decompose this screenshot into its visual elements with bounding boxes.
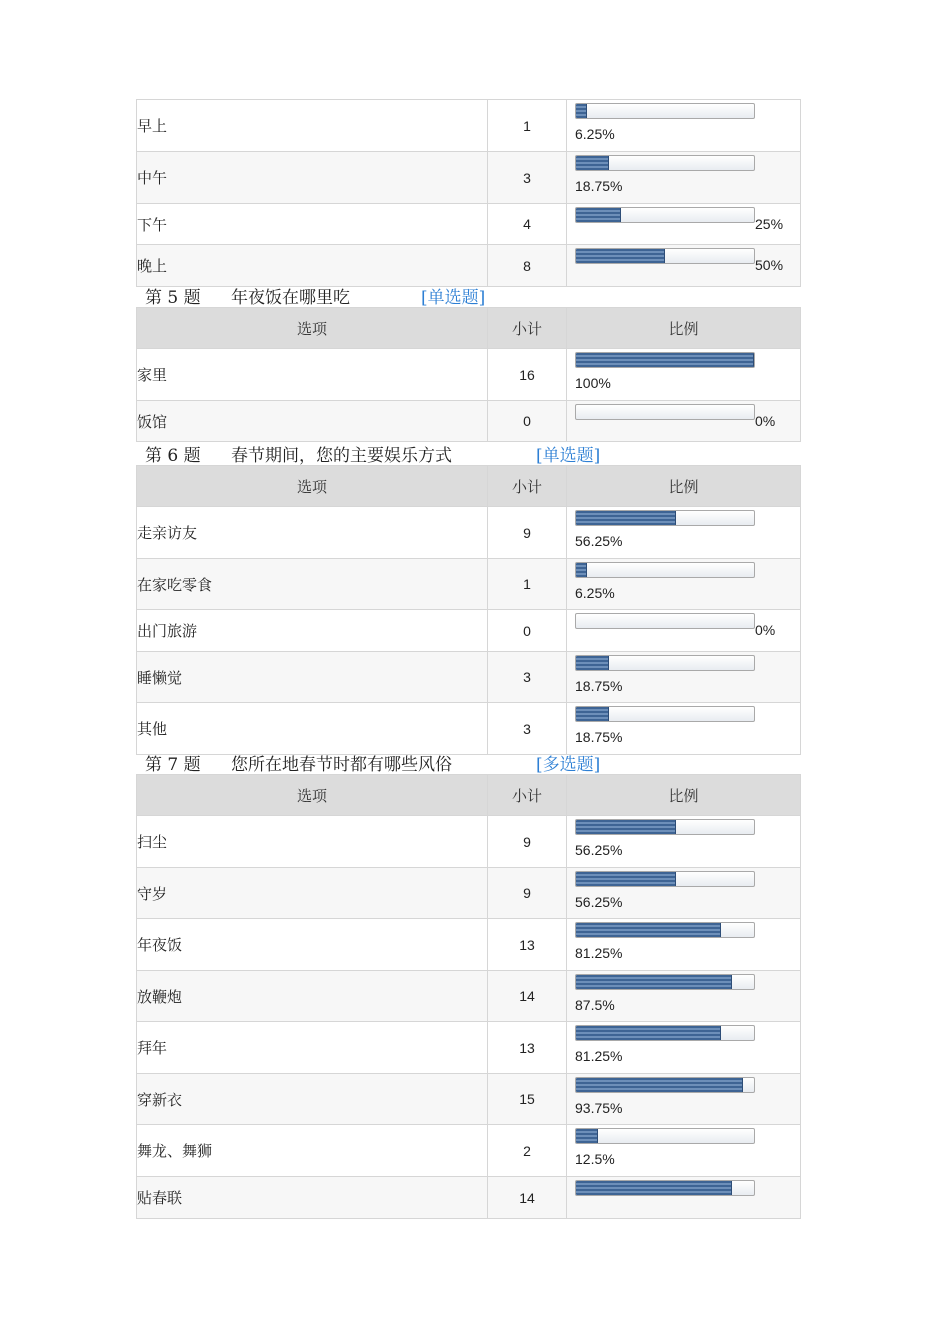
ratio-cell	[567, 245, 801, 287]
option-count: 15	[488, 1074, 567, 1125]
percentage-label: 56.25%	[575, 894, 623, 910]
progress-bar	[575, 352, 755, 368]
percentage-label: 18.75%	[575, 729, 623, 745]
progress-fill	[576, 104, 587, 118]
table-row	[137, 204, 801, 245]
ratio-cell	[567, 204, 801, 245]
ratio-cell	[567, 152, 801, 204]
progress-bar	[575, 706, 755, 722]
ratio-cell	[567, 1125, 801, 1177]
question-number: 第 7 题	[145, 755, 201, 775]
percentage-label: 56.25%	[575, 842, 623, 858]
option-label: 其他	[137, 703, 488, 755]
percentage-label: 81.25%	[575, 1048, 623, 1064]
option-label: 贴春联	[137, 1177, 488, 1219]
progress-fill	[576, 208, 621, 222]
progress-fill	[576, 156, 609, 170]
option-label: 中午	[137, 152, 488, 204]
option-count: 8	[488, 245, 567, 287]
progress-bar	[575, 613, 755, 629]
option-label: 出门旅游	[137, 610, 488, 652]
option-label: 在家吃零食	[137, 559, 488, 610]
progress-bar	[575, 103, 755, 119]
q6-results	[136, 465, 800, 755]
progress-fill	[576, 511, 676, 525]
progress-fill	[576, 820, 676, 834]
progress-fill	[576, 1181, 732, 1195]
option-count: 0	[488, 610, 567, 652]
option-label: 家里	[137, 349, 488, 401]
ratio-cell	[567, 349, 801, 401]
table-row	[137, 152, 801, 204]
ratio-cell	[567, 507, 801, 559]
header-ratio: 比例	[567, 308, 801, 349]
ratio-cell	[567, 652, 801, 703]
ratio-cell	[567, 1074, 801, 1125]
table-row	[137, 507, 801, 559]
option-label: 走亲访友	[137, 507, 488, 559]
ratio-cell	[567, 1177, 801, 1219]
option-label: 睡懒觉	[137, 652, 488, 703]
option-count: 13	[488, 919, 567, 971]
percentage-label: 18.75%	[575, 678, 623, 694]
percentage-label: 6.25%	[575, 585, 615, 601]
table-row	[137, 868, 801, 919]
progress-fill	[576, 1129, 598, 1143]
header-count: 小计	[488, 775, 567, 816]
progress-bar	[575, 510, 755, 526]
option-count: 9	[488, 816, 567, 868]
percentage-label: 100%	[575, 375, 611, 391]
option-label: 拜年	[137, 1022, 488, 1074]
question-type-link[interactable]: [多选题]	[536, 755, 601, 775]
q4-table	[136, 99, 801, 287]
progress-bar	[575, 819, 755, 835]
question-number: 第 5 题	[145, 288, 201, 308]
percentage-label: 50%	[755, 257, 784, 273]
table-row	[137, 703, 801, 755]
question-title: 春节期间，您的主要娱乐方式	[231, 446, 452, 466]
table-row	[137, 652, 801, 703]
progress-bar	[575, 155, 755, 171]
progress-bar	[575, 922, 755, 938]
option-label: 穿新衣	[137, 1074, 488, 1125]
progress-bar	[575, 974, 755, 990]
option-count: 16	[488, 349, 567, 401]
ratio-cell	[567, 868, 801, 919]
table-header	[137, 308, 801, 349]
option-count: 2	[488, 1125, 567, 1177]
header-count: 小计	[488, 466, 567, 507]
table-row	[137, 610, 801, 652]
table-header	[137, 466, 801, 507]
progress-fill	[576, 249, 665, 263]
percentage-label: 93.75%	[575, 1100, 623, 1116]
table-row	[137, 245, 801, 287]
question-type-link[interactable]: [单选题]	[536, 446, 601, 466]
progress-fill	[576, 563, 587, 577]
table-row	[137, 1177, 801, 1219]
question-type-link[interactable]: [单选题]	[421, 288, 486, 308]
table-row	[137, 1022, 801, 1074]
option-label: 扫尘	[137, 816, 488, 868]
question-title: 您所在地春节时都有哪些风俗	[231, 755, 452, 775]
progress-bar	[575, 404, 755, 420]
progress-fill	[576, 1078, 743, 1092]
table-row	[137, 1125, 801, 1177]
percentage-label: 0%	[755, 413, 776, 429]
q6-table	[136, 465, 801, 755]
question-number: 第 6 题	[145, 446, 201, 466]
header-option: 选项	[137, 308, 488, 349]
ratio-cell	[567, 816, 801, 868]
ratio-cell	[567, 401, 801, 442]
percentage-label: 25%	[755, 216, 784, 232]
header-option: 选项	[137, 775, 488, 816]
percentage-label: 12.5%	[575, 1151, 615, 1167]
ratio-cell	[567, 100, 801, 152]
option-label: 饭馆	[137, 401, 488, 442]
option-count: 3	[488, 703, 567, 755]
progress-bar	[575, 562, 755, 578]
option-count: 1	[488, 559, 567, 610]
header-ratio: 比例	[567, 775, 801, 816]
table-row	[137, 1074, 801, 1125]
table-row	[137, 816, 801, 868]
option-count: 3	[488, 152, 567, 204]
q5-results	[136, 307, 800, 442]
progress-fill	[576, 1026, 721, 1040]
option-label: 守岁	[137, 868, 488, 919]
question-title: 年夜饭在哪里吃	[231, 288, 350, 308]
progress-fill	[576, 353, 754, 367]
header-count: 小计	[488, 308, 567, 349]
percentage-label: 18.75%	[575, 178, 623, 194]
option-count: 4	[488, 204, 567, 245]
ratio-cell	[567, 559, 801, 610]
option-label: 放鞭炮	[137, 971, 488, 1022]
progress-fill	[576, 872, 676, 886]
option-count: 14	[488, 971, 567, 1022]
ratio-cell	[567, 919, 801, 971]
percentage-label: 6.25%	[575, 126, 615, 142]
option-label: 晚上	[137, 245, 488, 287]
percentage-label: 0%	[755, 622, 776, 638]
header-ratio: 比例	[567, 466, 801, 507]
progress-bar	[575, 1077, 755, 1093]
option-count: 3	[488, 652, 567, 703]
q7-results	[136, 774, 800, 1219]
option-label: 舞龙、舞狮	[137, 1125, 488, 1177]
option-count: 9	[488, 868, 567, 919]
progress-bar	[575, 248, 755, 264]
progress-fill	[576, 707, 609, 721]
q5-table	[136, 307, 801, 442]
progress-fill	[576, 656, 609, 670]
ratio-cell	[567, 703, 801, 755]
progress-bar	[575, 1025, 755, 1041]
percentage-label: 87.5%	[575, 997, 615, 1013]
option-count: 13	[488, 1022, 567, 1074]
table-row	[137, 971, 801, 1022]
ratio-cell	[567, 610, 801, 652]
progress-bar	[575, 1128, 755, 1144]
progress-fill	[576, 923, 721, 937]
table-row	[137, 401, 801, 442]
table-row	[137, 919, 801, 971]
q4-results	[136, 99, 800, 287]
option-count: 14	[488, 1177, 567, 1219]
progress-bar	[575, 207, 755, 223]
option-count: 9	[488, 507, 567, 559]
header-option: 选项	[137, 466, 488, 507]
q7-table	[136, 774, 801, 1219]
table-row	[137, 559, 801, 610]
option-label: 下午	[137, 204, 488, 245]
table-header	[137, 775, 801, 816]
option-count: 1	[488, 100, 567, 152]
option-label: 早上	[137, 100, 488, 152]
ratio-cell	[567, 1022, 801, 1074]
percentage-label: 56.25%	[575, 533, 623, 549]
option-count: 0	[488, 401, 567, 442]
progress-fill	[576, 975, 732, 989]
progress-bar	[575, 655, 755, 671]
progress-bar	[575, 871, 755, 887]
option-label: 年夜饭	[137, 919, 488, 971]
ratio-cell	[567, 971, 801, 1022]
table-row	[137, 349, 801, 401]
percentage-label: 81.25%	[575, 945, 623, 961]
progress-bar	[575, 1180, 755, 1196]
table-row	[137, 100, 801, 152]
